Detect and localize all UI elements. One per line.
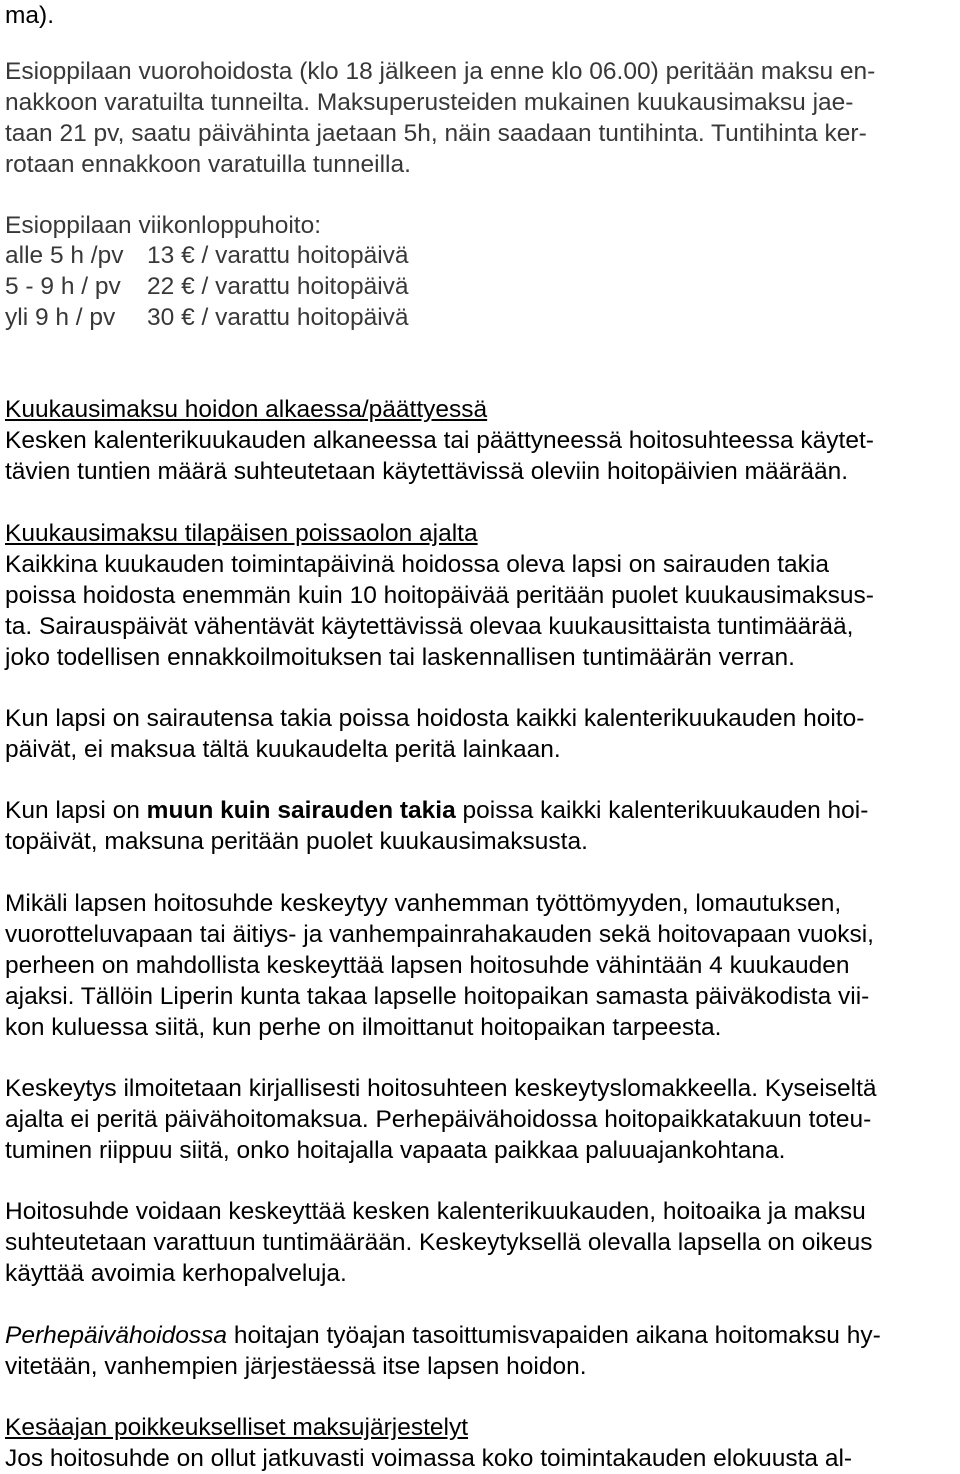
- weekend-row: [5, 240, 409, 271]
- euro-icon: €: [181, 242, 195, 269]
- weekend-price: 30: [147, 304, 175, 331]
- weekend-price: 22: [147, 273, 175, 300]
- start-end-line-2: tävien tuntien määrä suhteutetaan käytettävissä oleviin hoitopäivien määrään.: [5, 458, 849, 485]
- weekend-row: [5, 271, 409, 302]
- weekend-hours: alle 5 h /pv: [5, 242, 124, 269]
- summer-heading: Kesäajan poikkeukselliset maksujärjestelyt: [5, 1414, 468, 1441]
- family-daycare-line-1: [5, 1320, 881, 1351]
- absence-line-4: joko todellisen ennakkoilmoituksen tai laskennallisen tuntimäärän verran.: [5, 644, 795, 671]
- other-reason-line-1: [5, 795, 868, 826]
- other-reason-line-2: topäivät, maksuna peritään puolet kuukausimaksusta.: [5, 828, 588, 855]
- family-daycare-text: hoitajan työajan tasoittumisvapaiden aikana hoitomaksu hy-: [227, 1322, 881, 1349]
- other-reason-emphasis: muun kuin sairauden takia: [146, 797, 456, 824]
- sick-month-line-1: Kun lapsi on sairautensa takia poissa hoidosta kaikki kalenterikuukauden hoito-: [5, 705, 865, 732]
- weekend-hours: 5 - 9 h / pv: [5, 273, 121, 300]
- evening-care-line-3: taan 21 pv, saatu päivähinta jaetaan 5h, näin saadaan tuntihinta. Tuntihinta ker-: [5, 120, 867, 147]
- family-daycare-line-2: vitetään, vanhempien järjestäessä itse lapsen hoidon.: [5, 1353, 587, 1380]
- interruption-line-3: perheen on mahdollista keskeyttää lapsen hoitosuhde vähintään 4 kuukauden: [5, 952, 850, 979]
- start-end-line-1: Kesken kalenterikuukauden alkaneessa tai päättyneessä hoitosuhteessa käytet-: [5, 427, 874, 454]
- interruption-line-1: Mikäli lapsen hoitosuhde keskeytyy vanhemman työttömyyden, lomautuksen,: [5, 890, 842, 917]
- weekend-price: 13: [147, 242, 175, 269]
- family-daycare-term: Perhepäivähoidossa: [5, 1322, 228, 1349]
- summer-line-1: Jos hoitosuhde on ollut jatkuvasti voimassa koko toimintakauden elokuusta al-: [5, 1445, 853, 1472]
- weekend-row: [5, 302, 409, 333]
- other-reason-text-a: Kun lapsi on: [5, 797, 147, 824]
- evening-care-line-1: Esioppilaan vuorohoidosta (klo 18 jälkeen ja enne klo 06.00) peritään maksu en-: [5, 58, 876, 85]
- start-end-heading: Kuukausimaksu hoidon alkaessa/päättyessä: [5, 396, 488, 423]
- interruption-line-4: ajaksi. Tällöin Liperin kunta takaa lapselle hoitopaikan samasta päiväkodista vii-: [5, 983, 870, 1010]
- top-fragment: ma).: [5, 2, 54, 29]
- notice-line-3: tuminen riippuu siitä, onko hoitajalla vapaata paikkaa paluuajankohtana.: [5, 1137, 786, 1164]
- interruption-line-5: kon kuluessa siitä, kun perhe on ilmoittanut hoitopaikan tarpeesta.: [5, 1014, 722, 1041]
- absence-line-2: poissa hoidosta enemmän kuin 10 hoitopäivää peritään puolet kuukausimaksus-: [5, 582, 874, 609]
- weekend-heading: Esioppilaan viikonloppuhoito:: [5, 212, 321, 239]
- weekend-unit: / varattu hoitopäivä: [201, 304, 409, 331]
- euro-icon: €: [181, 273, 195, 300]
- mid-month-line-2: suhteutetaan varattuun tuntimäärään. Keskeytyksellä olevalla lapsella on oikeus: [5, 1229, 873, 1256]
- euro-icon: €: [181, 304, 195, 331]
- mid-month-line-3: käyttää avoimia kerhopalveluja.: [5, 1260, 347, 1287]
- weekend-unit: / varattu hoitopäivä: [201, 242, 409, 269]
- evening-care-line-4: rotaan ennakkoon varatuilla tunneilla.: [5, 151, 411, 178]
- sick-month-line-2: päivät, ei maksua tältä kuukaudelta peritä lainkaan.: [5, 736, 561, 763]
- notice-line-1: Keskeytys ilmoitetaan kirjallisesti hoitosuhteen keskeytyslomakkeella. Kyseiseltä: [5, 1075, 877, 1102]
- other-reason-text-c: poissa kaikki kalenterikuukauden hoi-: [455, 797, 869, 824]
- interruption-line-2: vuorotteluvapaan tai äitiys- ja vanhempainrahakauden sekä hoitovapaan vuoksi,: [5, 921, 874, 948]
- absence-heading: Kuukausimaksu tilapäisen poissaolon ajalta: [5, 520, 478, 547]
- notice-line-2: ajalta ei peritä päivähoitomaksua. Perhepäivähoidossa hoitopaikkatakuun toteu-: [5, 1106, 872, 1133]
- weekend-unit: / varattu hoitopäivä: [201, 273, 409, 300]
- mid-month-line-1: Hoitosuhde voidaan keskeyttää kesken kalenterikuukauden, hoitoaika ja maksu: [5, 1198, 866, 1225]
- evening-care-line-2: nakkoon varatuilta tunneilta. Maksuperusteiden mukainen kuukausimaksu jae-: [5, 89, 854, 116]
- weekend-hours: yli 9 h / pv: [5, 304, 116, 331]
- absence-line-1: Kaikkina kuukauden toimintapäivinä hoidossa oleva lapsi on sairauden takia: [5, 551, 830, 578]
- absence-line-3: ta. Sairauspäivät vähentävät käytettävissä olevaa kuukausittaista tuntimäärää,: [5, 613, 854, 640]
